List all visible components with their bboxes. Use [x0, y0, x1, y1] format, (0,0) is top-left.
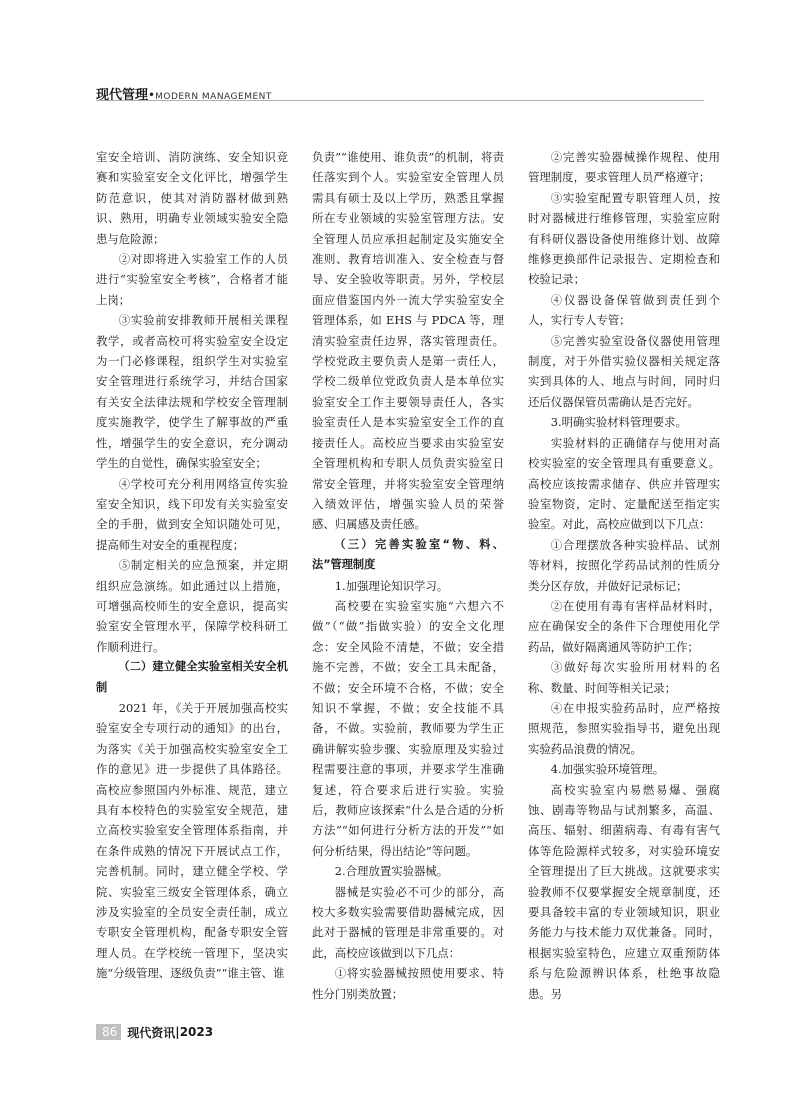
body-paragraph: ③做好每次实验所用材料的名称、数量、时间等相关记录；: [528, 660, 720, 695]
section-heading: （二）建立健全实验室相关安全机制: [96, 660, 288, 694]
body-paragraph: ④在申报实验药品时，应严格按照规范，参照实验指导书，避免出现实验药品浪费的情况。: [528, 700, 720, 756]
body-paragraph: 高校实验室内易燃易爆、强腐蚀、剧毒等物品与试剂繁多，高温、高压、辐射、细菌病毒、有毒有害气体等危险源样式较多，对实验环境安全管理提出了巨大挑战。这就要求实验教师不仅要掌握安全规章制度，还要具备较丰富的专业领域知识，职业务能力与技术能力双优兼备。同时，根据实验室特色，应建立双重预防体系与危险源辨识体系，杜绝事故隐患。另: [528, 782, 720, 1001]
body-paragraph: 室安全培训、消防演练、安全知识竞赛和实验室安全文化评比，增强学生防范意识，使其对消防器材做到熟识、熟用，明确专业领域实验安全隐患与危险源；: [96, 150, 288, 246]
text-column-2: [312, 147, 504, 1004]
body-paragraph: ③实验前安排教师开展相关课程教学，或者高校可将实验室安全设定为一门必修课程，组织学生对实验室安全管理进行系统学习，并结合国家有关安全法律法规和学校安全管理制度实施教学，使学生了解事故的严重性，增强学生的安全意识，充分调动学生的自觉性，确保实验室安全；: [96, 313, 288, 471]
body-paragraph: 2021 年，《关于开展加强高校实验室安全专项行动的通知》的出台，为落实《关于加强高校实验室安全工作的意见》进一步提供了具体路径。高校应参照国内外标准、规范，建立具有本校特色的实验室安全规范，建立高校实验室安全管理体系指南，并在条件成熟的情况下开展试点工作，完善机制。同时，建立健全学校、学院、实验室三级安全管理体系，确立涉及实验室的全员安全责任制，成立专职安全管理机构，配备专职安全管理人员。在学校统一管理下，坚决实施“分级管理、逐级负责”“谁主管、谁: [96, 700, 288, 981]
header-rule: [96, 100, 704, 101]
page-footer: [96, 1024, 213, 1040]
issue-year: 2023: [179, 1025, 214, 1039]
section-title-cn: 现代管理: [96, 88, 149, 103]
body-paragraph: ②完善实验器械操作规程、使用管理制度，要求管理人员严格遵守；: [528, 150, 720, 185]
magazine-name: 现代资讯: [127, 1025, 176, 1040]
text-column-1: [96, 147, 288, 984]
body-paragraph: 负责”“谁使用、谁负责”的机制，将责任落实到个人。实验室安全管理人员需具有硕士及以上学历，熟悉且掌握所在专业领域的实验室管理方法。安全管理人员应承担起制定及实施安全准则、教育培训准入、安全检查与督导、安全验收等职责。另外，学校层面应借鉴国内外一流大学实验室安全管理体系，如 EHS 与 PDCA 等，理清实验室责任边界，落实管理责任。学校党政主要负责人是第一责任人，学校二级单位党政负责人是本单位实验室安全工作主要领导责任人，各实验室责任人是本实验室安全工作的直接责任人。高校应当要求由实验室安全管理机构和专职人员负责实验室日常安全管理，并将实验室安全管理纳入绩效评估，增强实验人员的荣誉感、归属感及责任感。: [312, 150, 504, 532]
body-paragraph: 器械是实验必不可少的部分，高校大多数实验需要借助器械完成，因此对于器械的管理是非常重要的。对此，高校应该做到以下几点：: [312, 884, 504, 960]
footer-separator: |: [175, 1025, 180, 1039]
body-paragraph: ④仪器设备保管做到责任到个人，实行专人专管；: [528, 292, 720, 328]
body-paragraph: 高校要在实验室实施“六想六不做”（“做”指做实验）的安全文化理念：安全风险不清楚，不做；安全措施不完善，不做；安全工具未配备，不做；安全环境不合格，不做；安全知识不掌握，不做；安全技能不具备，不做。实验前，教师要为学生正确讲解实验步骤、实验原理及实验过程需要注意的事项，并要求学生准确复述，符合要求后进行实验。实验后，教师应该探索“什么是合适的分析方法”“如何进行分析方法的开发”“如何分析结果，得出结论”等问题。: [312, 598, 504, 858]
section-heading: （三）完善实验室“物、料、法”管理制度: [312, 537, 504, 572]
body-paragraph: 1.加强理论知识学习。: [334, 578, 449, 593]
body-paragraph: 3.明确实验材料管理要求。: [550, 415, 687, 430]
section-title-en: MODERN MANAGEMENT: [155, 92, 272, 102]
body-paragraph: ⑤完善实验室设备仪器使用管理制度，对于外借实验仪器相关规定落实到具体的人、地点与时间，同时归还后仪器保管员需确认是否完好。: [528, 333, 720, 409]
body-paragraph: ③实验室配置专职管理人员，按时对器械进行维修管理，实验室应附有科研仪器设备使用维修计划、故障维修更换部件记录报告、定期检查和校验记录；: [528, 190, 720, 287]
body-paragraph: ①将实验器械按照使用要求、特性分门别类放置；: [312, 966, 504, 1001]
text-column-3: [528, 147, 720, 1004]
body-paragraph: ②对即将进入实验室工作的人员进行“实验室安全考核”，合格者才能上岗；: [96, 252, 288, 307]
body-paragraph: 实验材料的正确储存与使用对高校实验室的安全管理具有重要意义。高校应该按需求储存、供应并管理实验室物资，定时、定量配送至指定实验室。对此，高校应做到以下几点：: [528, 435, 720, 532]
body-paragraph: ②在使用有毒有害样品材料时，应在确保安全的条件下合理使用化学药品，做好隔离通风等防护工作；: [528, 598, 720, 654]
body-paragraph: 4.加强实验环境管理。: [550, 762, 665, 777]
page-number: 86: [96, 1024, 121, 1040]
header-separator: •: [148, 88, 156, 102]
body-paragraph: ①合理摆放各种实验样品、试剂等材料，按照化学药品试剂的性质分类分区存放，并做好记录标记；: [528, 537, 720, 593]
body-paragraph: ④学校可充分利用网络宣传实验室安全知识，线下印发有关实验室安全的手册，做到安全知识随处可见，提高师生对安全的重视程度；: [96, 476, 288, 552]
body-paragraph: ⑤制定相关的应急预案，并定期组织应急演练。如此通过以上措施，可增强高校师生的安全意识，提高实验室安全管理水平，保障学校科研工作顺利进行。: [96, 558, 288, 654]
body-paragraph: 2.合理放置实验器械。: [334, 864, 449, 879]
